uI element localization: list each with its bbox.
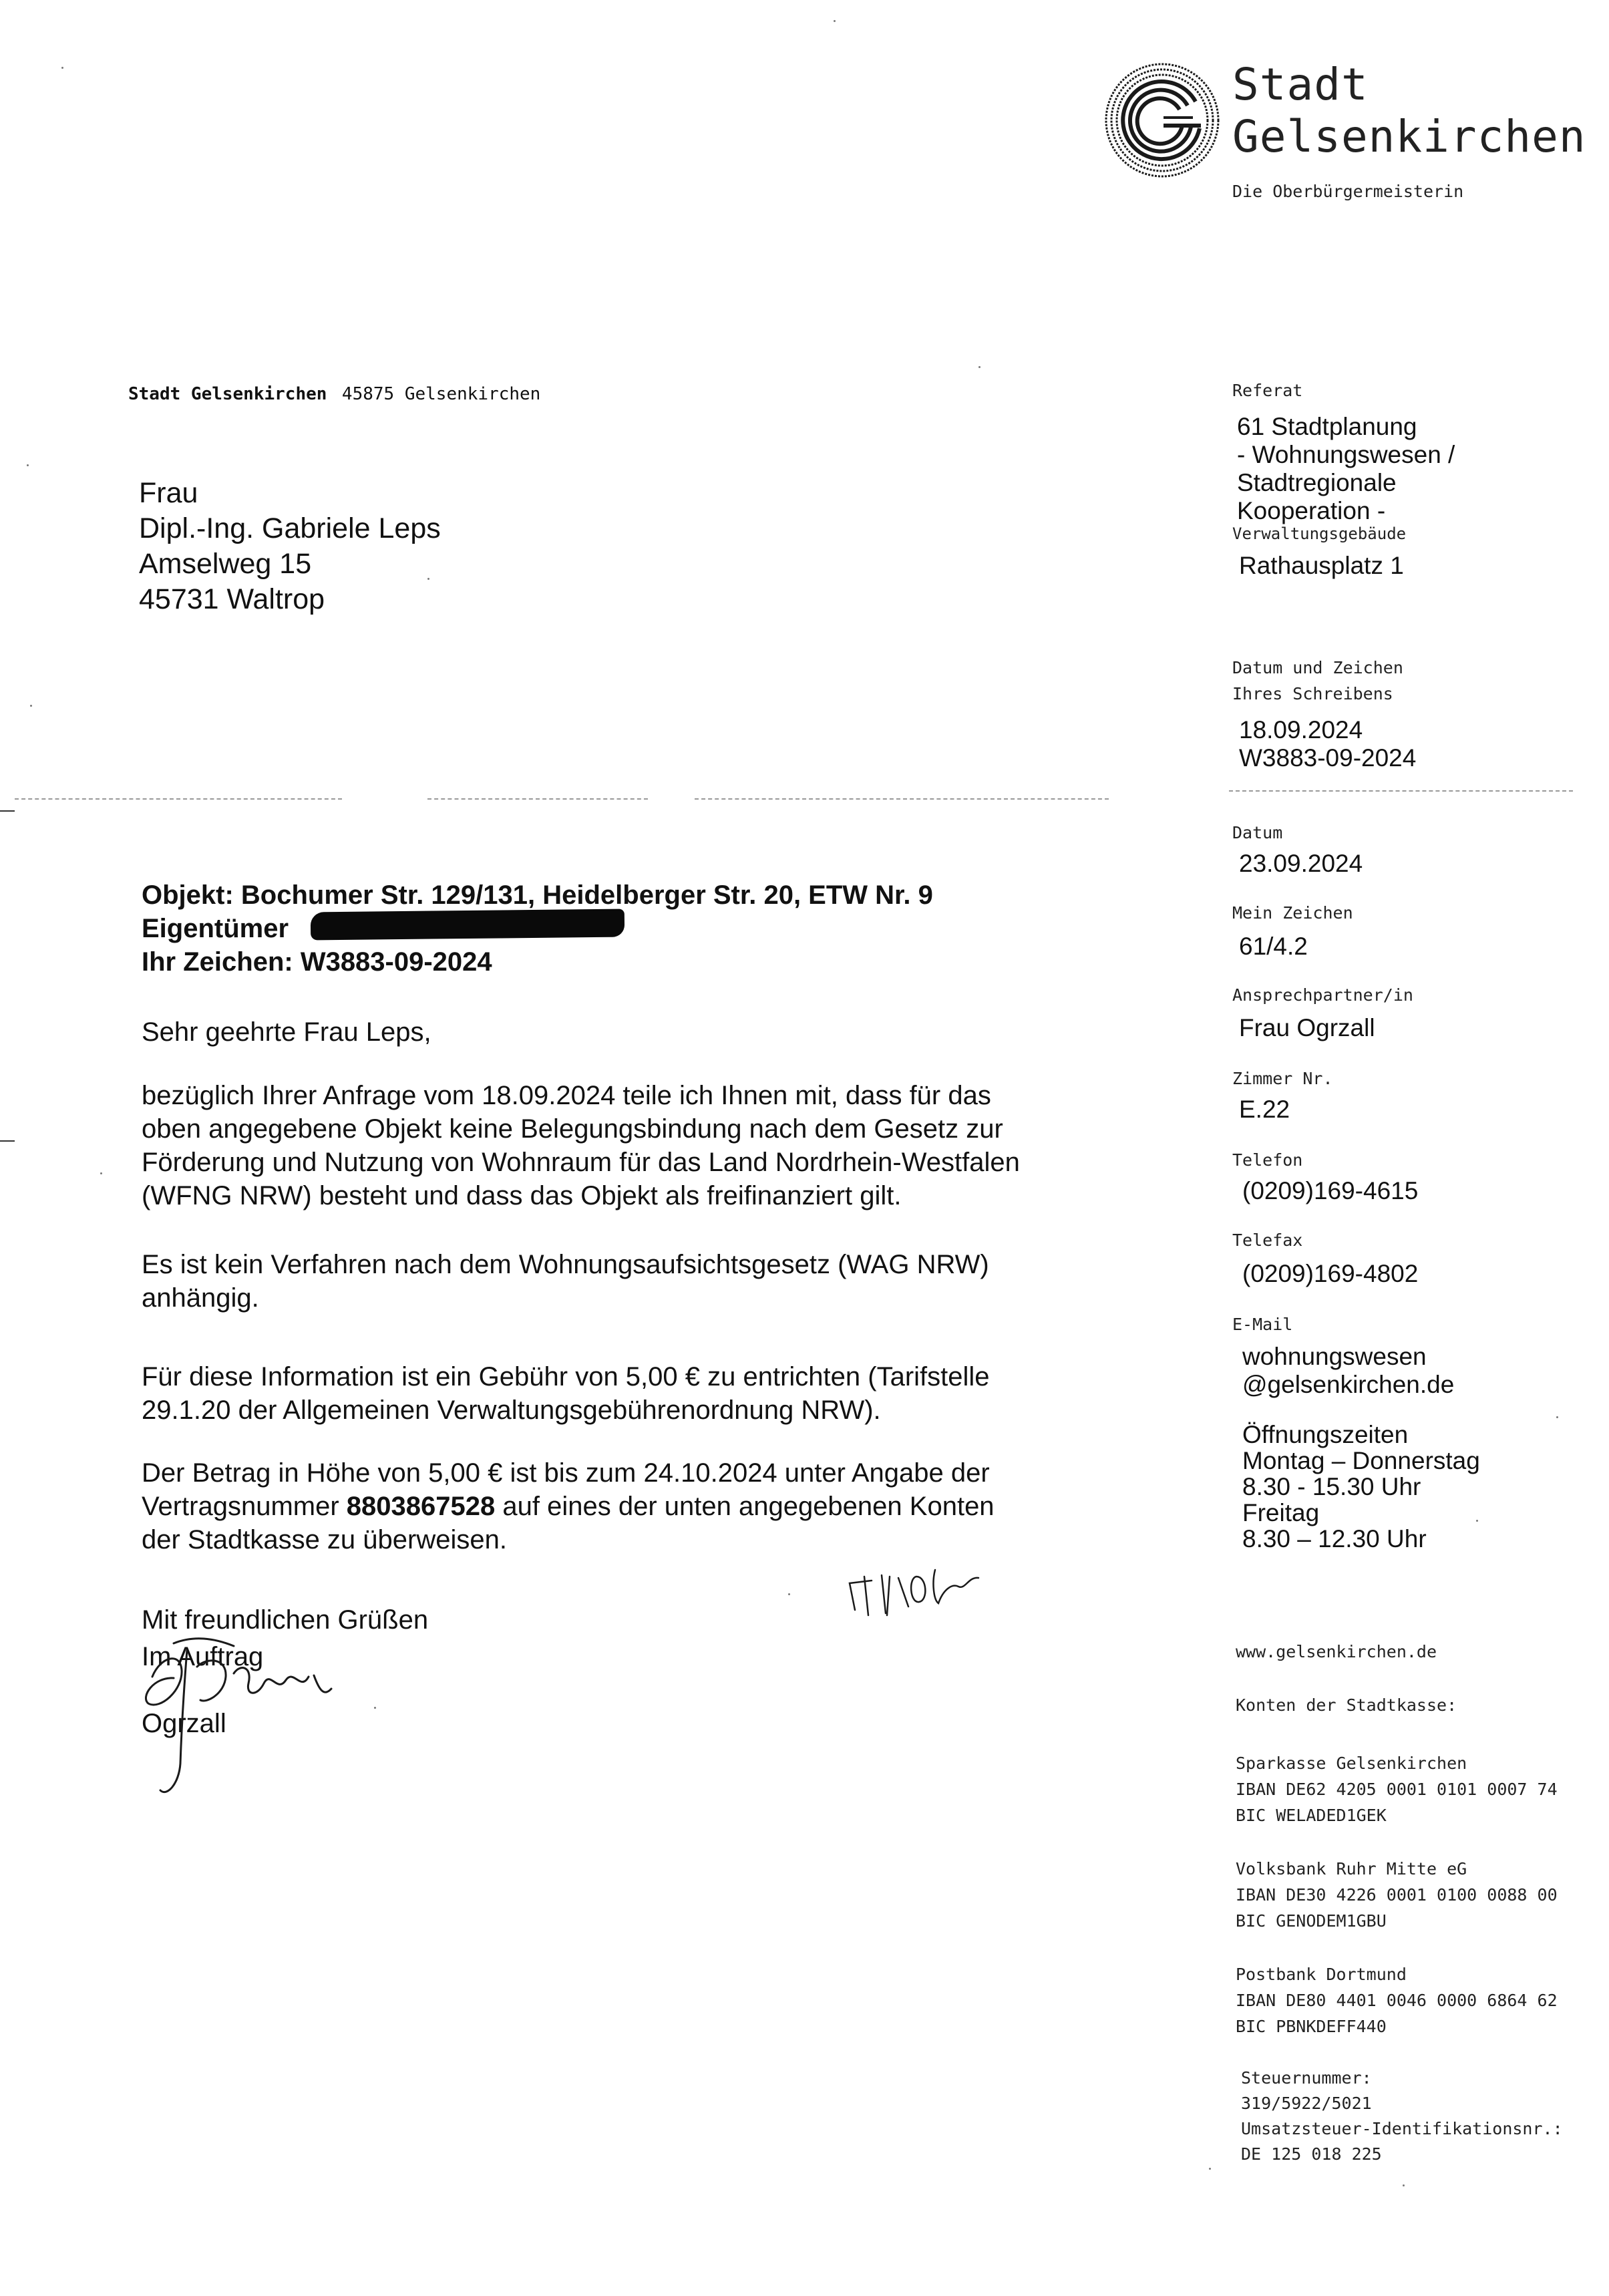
zimmer-label: Zimmer Nr. [1232,1069,1333,1088]
paragraph-line: der Stadtkasse zu überweisen. [142,1525,507,1554]
contract-number: 8803867528 [346,1492,496,1521]
paragraph-line: 29.1.20 der Allgemeinen Verwaltungsgebührenordnung NRW). [142,1396,881,1425]
recipient-line: Dipl.-Ing. Gabriele Leps [139,512,441,544]
sender-name: Stadt Gelsenkirchen [128,384,327,404]
hours-line: 8.30 - 15.30 Uhr [1242,1473,1421,1500]
tax-ids [1241,2066,1563,2167]
paragraph-3 [142,1360,990,1427]
subject-reference: Ihr Zeichen: W3883-09-2024 [142,947,492,977]
ihr-zeichen-value: W3883-09-2024 [1239,744,1417,772]
logo-wordmark [1232,59,1586,163]
handwritten-note [835,1536,1009,1630]
website: www.gelsenkirchen.de [1236,1642,1437,1661]
paragraph-line: Es ist kein Verfahren nach dem Wohnungsaufsichtsgesetz (WAG NRW) [142,1250,989,1279]
sender-return-address [128,384,540,404]
paragraph-line: bezüglich Ihrer Anfrage vom 18.09.2024 teile ich Ihnen mit, dass für das [142,1081,991,1110]
gelsenkirchen-logo-icon [1102,60,1222,180]
paragraph-line: Der Betrag in Höhe von 5,00 € ist bis zum 24.10.2024 unter Angabe der [142,1458,990,1488]
contract-suffix: auf eines der unten angegebenen Konten [495,1492,995,1521]
handwritten-signature [134,1630,361,1804]
recipient-line: Amselweg 15 [139,548,312,580]
hours-line: Freitag [1242,1499,1320,1526]
tax-line: 319/5922/5021 [1241,2094,1372,2113]
tax-line: Steuernummer: [1241,2068,1372,2088]
tax-line: Umsatzsteuer-Identifikationsnr.: [1241,2119,1563,2138]
bank-line: Sparkasse Gelsenkirchen [1236,1754,1467,1773]
city-logo [1102,60,1222,180]
bank-line: Volksbank Ruhr Mitte eG [1236,1859,1467,1878]
ihr-schreiben-values [1239,716,1416,772]
salutation: Sehr geehrte Frau Leps, [142,1017,431,1047]
telefax-label: Telefax [1232,1231,1303,1250]
ihr-datum-value: 18.09.2024 [1239,716,1363,744]
sender-address: 45875 Gelsenkirchen [341,384,541,404]
mein-zeichen-label: Mein Zeichen [1232,903,1353,923]
tax-line: DE 125 018 225 [1241,2144,1382,2164]
referat-line: 61 Stadtplanung [1237,413,1417,440]
paragraph-line: Für diese Information ist ein Gebühr von 5,00 € zu entrichten (Tarifstelle [142,1362,990,1391]
im-auftrag: Im Auftrag [142,1642,264,1671]
bank-line: Postbank Dortmund [1236,1965,1407,1984]
ihr-schreiben-label-line: Ihres Schreibens [1232,684,1393,703]
contract-label: Vertragsnummer [142,1492,347,1521]
bank-postbank [1236,1961,1558,2039]
bank-line: BIC GENODEM1GBU [1236,1911,1387,1931]
konten-label: Konten der Stadtkasse: [1236,1695,1457,1715]
signer-name: Ogrzall [142,1709,226,1738]
bank-line: IBAN DE62 4205 0001 0101 0007 74 [1236,1780,1558,1799]
ihr-schreiben-label-line: Datum und Zeichen [1232,658,1403,677]
ihr-schreiben-label [1232,658,1403,703]
logo-subtitle: Die Oberbürgermeisterin [1232,182,1464,201]
subject-owner: Eigentümer [142,914,289,943]
bank-line: BIC PBNKDEFF440 [1236,2017,1387,2036]
telefax-value: (0209)169-4802 [1242,1260,1419,1287]
hours-line: 8.30 – 12.30 Uhr [1242,1525,1427,1552]
ansprechpartner-value: Frau Ogrzall [1239,1014,1375,1041]
paragraph-line: oben angegebene Objekt keine Belegungsbindung nach dem Gesetz zur [142,1114,1003,1144]
paragraph-2 [142,1248,989,1315]
paragraph-line: (WFNG NRW) besteht und dass das Objekt als freifinanziert gilt. [142,1181,902,1210]
paragraph-1 [142,1079,1020,1212]
email-line: wohnungswesen [1242,1343,1427,1370]
building-label: Verwaltungsgebäude [1232,524,1407,543]
closing: Mit freundlichen Grüßen [142,1605,429,1635]
bank-line: BIC WELADED1GEK [1236,1806,1387,1825]
datum-value: 23.09.2024 [1239,850,1363,877]
bank-line: IBAN DE30 4226 0001 0100 0088 00 [1236,1885,1558,1905]
opening-hours [1242,1422,1480,1552]
building-value: Rathausplatz 1 [1239,552,1404,579]
referat-line: Stadtregionale [1237,469,1397,496]
subject-object: Objekt: Bochumer Str. 129/131, Heidelberger Str. 20, ETW Nr. 9 [142,880,933,910]
bank-sparkasse [1236,1750,1558,1828]
paragraph-line: Förderung und Nutzung von Wohnraum für das Land Nordrhein-Westfalen [142,1148,1020,1177]
email-line: @gelsenkirchen.de [1242,1371,1455,1398]
telefon-label: Telefon [1232,1150,1303,1170]
referat-value [1237,413,1455,525]
hours-line: Montag – Donnerstag [1242,1447,1480,1474]
email-value [1242,1343,1454,1399]
recipient-line: 45731 Waltrop [139,583,325,615]
referat-label: Referat [1232,381,1303,400]
zimmer-value: E.22 [1239,1096,1290,1123]
telefon-value: (0209)169-4615 [1242,1177,1419,1204]
paragraph-line: anhängig. [142,1283,259,1313]
mein-zeichen-value: 61/4.2 [1239,933,1308,960]
paragraph-line [142,1490,995,1523]
referat-line: Kooperation - [1237,497,1386,524]
referat-line: - Wohnungswesen / [1237,441,1455,468]
bank-volksbank [1236,1856,1558,1934]
ansprechpartner-label: Ansprechpartner/in [1232,985,1413,1005]
logo-line-stadt: Stadt [1232,59,1369,110]
logo-line-city: Gelsenkirchen [1232,111,1586,162]
hours-line: Öffnungszeiten [1242,1421,1409,1448]
recipient-line: Frau [139,477,198,509]
datum-label: Datum [1232,823,1283,842]
email-label: E-Mail [1232,1315,1293,1334]
bank-line: IBAN DE80 4401 0046 0000 6864 62 [1236,1991,1558,2010]
recipient-address [139,476,441,617]
redaction-bar [311,909,624,941]
